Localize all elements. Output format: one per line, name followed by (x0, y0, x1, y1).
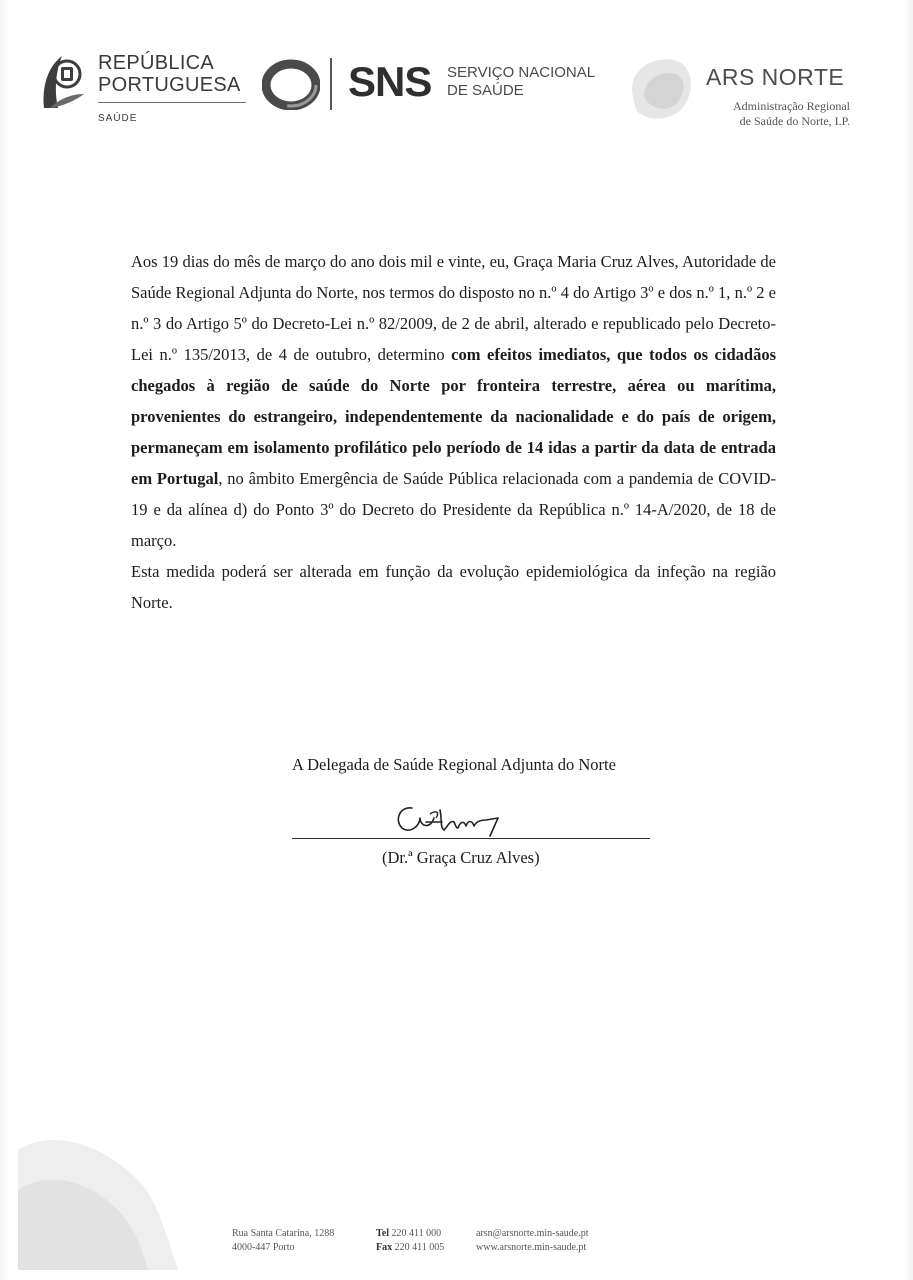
sns-ring-icon (262, 58, 320, 110)
footer-web (476, 1227, 589, 1255)
paragraph-1-end: , no âmbito Emergência de Saúde Pública relacionada com a pandemia de COVID-19 e da alínea d) do Ponto 3º do Decreto do Presidente da República n.º 14-A/2020, de 18 de março. (131, 469, 776, 550)
paragraph-1-intro: Aos 19 dias do mês de março do ano dois mil e vinte, eu, Graça Maria Cruz Alves, Autoridade de Saúde Regional Adjunta do Norte, nos termos do disposto no n.º 4 do Artigo 3º e dos n.º 1, n.º 2 e n.º 3 do Artigo 5º do Decreto-Lei n.º 82/2009, de 2 de abril, alterado e republicado pelo Decreto-Lei n.º 135/2013, de 4 de outubro, determino (131, 252, 776, 364)
address-line2: 4000-447 Porto (232, 1242, 295, 1253)
paragraph-determination (131, 246, 776, 556)
paragraph-measure: Esta medida poderá ser alterada em função da evolução epidemiológica da infeção na região Norte. (131, 562, 776, 612)
paragraph-1-bold: com efeitos imediatos, que todos os cidadãos chegados à região de saúde do Norte por fronteira terrestre, aérea ou marítima, provenientes do estrangeiro, independentemente da nacionalidade e do país de origem, permaneçam em isolamento profilático pelo período de 14 idas a partir da data de entrada em Portugal (131, 345, 776, 488)
sns-full-name (447, 64, 595, 100)
ars-subtitle (706, 99, 850, 129)
republica-subtitle: SAÚDE (98, 113, 138, 124)
ars-sub-line1: Administração Regional (733, 99, 850, 113)
website-link[interactable]: www.arsnorte.min-saude.pt (476, 1242, 587, 1253)
ars-title: ARS NORTE (706, 64, 845, 90)
signature-line (292, 838, 650, 839)
document-body (131, 246, 776, 618)
sns-divider (330, 58, 332, 110)
signatory-name: (Dr.ª Graça Cruz Alves) (382, 848, 540, 867)
sns-logo (262, 56, 607, 112)
republica-title (98, 52, 241, 96)
handwritten-signature (390, 796, 520, 840)
republica-line2: PORTUGUESA (98, 74, 241, 96)
sns-name-line1: SERVIÇO NACIONAL (447, 64, 596, 81)
fax-label: Fax (376, 1242, 393, 1253)
republica-portuguesa-logo (40, 50, 255, 135)
republica-rule (98, 102, 246, 103)
republica-line1: REPÚBLICA (98, 52, 215, 74)
footer-swoosh-decoration (18, 1120, 178, 1270)
ars-sub-line2: de Saúde do Norte, I.P. (739, 114, 850, 128)
tel-number: 220 411 000 (391, 1228, 442, 1239)
signatory-role: A Delegada de Saúde Regional Adjunta do Norte (292, 755, 616, 774)
footer-phones (376, 1227, 444, 1255)
ars-swoosh-icon (622, 52, 700, 124)
email-link[interactable]: arsn@arsnorte.min-saude.pt (476, 1228, 589, 1239)
sns-abbreviation: SNS (348, 58, 432, 105)
fax-number: 220 411 005 (394, 1242, 445, 1253)
address-line1: Rua Santa Catarina, 1288 (232, 1228, 335, 1239)
coat-of-arms-icon (40, 50, 88, 112)
ars-norte-logo (622, 52, 862, 137)
sns-name-line2: DE SAÚDE (447, 82, 524, 99)
tel-label: Tel (376, 1228, 389, 1239)
footer-address (232, 1227, 334, 1255)
